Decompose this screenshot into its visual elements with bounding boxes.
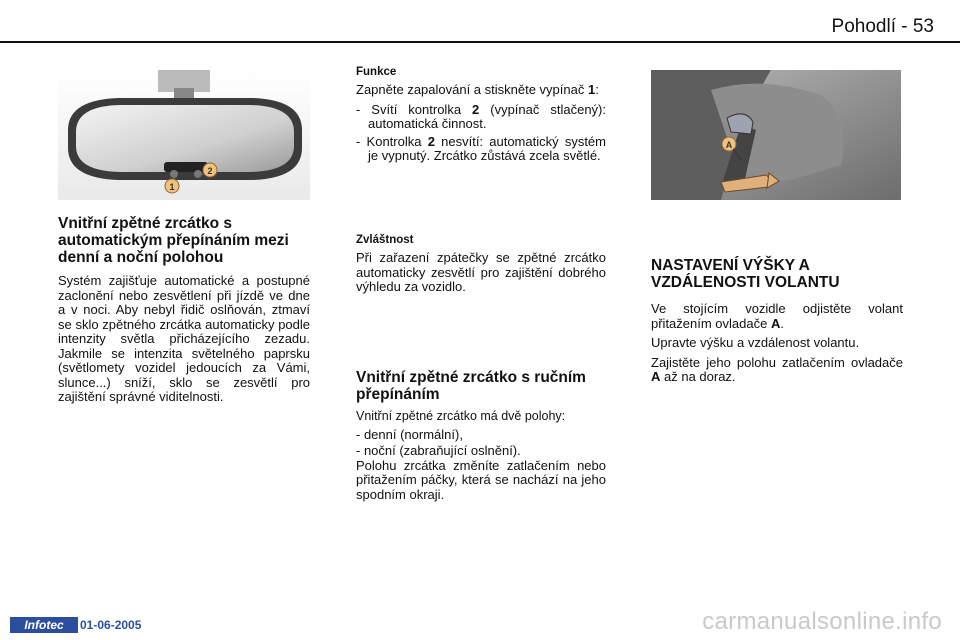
figure-label-2: 2 xyxy=(207,166,213,176)
manual-mirror-intro: Vnitřní zpětné zrcátko má dvě polohy: xyxy=(356,409,566,423)
column-manual-mirror xyxy=(356,369,606,502)
section-heading-steering: NASTAVENÍ VÝŠKY A VZDÁLENOSTI VOLANTU xyxy=(651,257,840,291)
funkce-text: Zapněte zapalování a stiskněte vypínač xyxy=(356,82,588,97)
funkce-title: Funkce xyxy=(356,66,397,78)
figure-label-a: A xyxy=(725,140,733,150)
step-text: Zajistěte jeho polohu zatlačením ovladače xyxy=(651,354,903,370)
section-heading-automatic-mirror: Vnitřní zpětné zrcátko s automatickým přepínáním mezi denní a noční polohou xyxy=(58,215,289,266)
indicator-ref-2: 2 xyxy=(427,133,435,149)
page-title: Pohodlí - 53 xyxy=(831,16,934,37)
item-text: nesvítí: automatický systém je vypnutý. Zrcátko zůstává zcela světlé. xyxy=(368,133,606,163)
steering-illustration xyxy=(651,70,901,205)
site-watermark: carmanualsonline.info xyxy=(702,608,942,635)
item-text: - Svítí kontrolka xyxy=(356,101,473,117)
indicator-ref-2: 2 xyxy=(472,101,480,117)
steering-step-2: Upravte výšku a vzdálenost volantu. xyxy=(651,335,860,350)
mirror-illustration xyxy=(58,70,310,200)
step-text: . xyxy=(780,315,784,331)
manual-item-night: - noční (zabraňující oslnění). xyxy=(356,443,521,458)
steering-step-3 xyxy=(651,356,903,385)
section-heading-manual-mirror: Vnitřní zpětné zrcátko s ručním přepínáním xyxy=(356,369,586,403)
infotec-badge: Infotec xyxy=(10,617,78,633)
zvlastnost-title: Zvláštnost xyxy=(356,234,414,246)
list-item xyxy=(356,135,606,164)
item-text: (vypínač stlačený): automatická činnost. xyxy=(368,101,606,131)
step-text: až na doraz. xyxy=(660,369,736,384)
funkce-list xyxy=(356,103,606,164)
mirror-drawing xyxy=(58,70,310,200)
automatic-mirror-description: Systém zajišťuje automatické a postupné zaclonění nebo zesvětlení při jízdě ve dne a v noci. Aby nebyl řidič oslňován, ztmaví se sklo zpětného zrcátka automaticky podle intenzity světla přicházejícího zezadu. Jakmile se intenzita světelného paprsku (světlomety vozidel jedoucích za Vámi, slunce...) sníží, sklo se zesvětlí pro zajištění správné viditelnosti. xyxy=(58,273,310,404)
column-automatic-mirror xyxy=(58,215,310,405)
column-functions xyxy=(356,66,606,164)
funkce-colon: : xyxy=(595,82,599,97)
steering-drawing xyxy=(651,70,901,200)
control-ref-a: A xyxy=(651,369,661,384)
control-ref-a: A xyxy=(770,315,781,331)
zvlastnost-paragraph: Při zařazení zpátečky se zpětné zrcátko automaticky zesvětlí pro zajištění dobrého výhledu za vozidlo. xyxy=(356,250,606,294)
list-item xyxy=(356,103,606,132)
header-divider xyxy=(0,41,960,43)
column-steering xyxy=(651,257,903,385)
steering-step-1 xyxy=(651,302,903,331)
figure-label-1: 1 xyxy=(169,182,175,192)
button-ref-1: 1 xyxy=(587,82,596,97)
manual-item-day: - denní (normální), xyxy=(356,426,463,442)
step-text: Ve stojícím vozidle odjistěte volant přitažením ovladače xyxy=(651,301,903,331)
column-special xyxy=(356,234,606,295)
footer-date: 01-06-2005 xyxy=(80,618,142,632)
item-text: - Kontrolka xyxy=(356,133,428,149)
manual-mirror-body: Polohu zrcátka změníte zatlačením nebo přitažením páčky, která se nachází na jeho spodním okraji. xyxy=(356,457,606,502)
funkce-paragraph xyxy=(356,83,606,98)
